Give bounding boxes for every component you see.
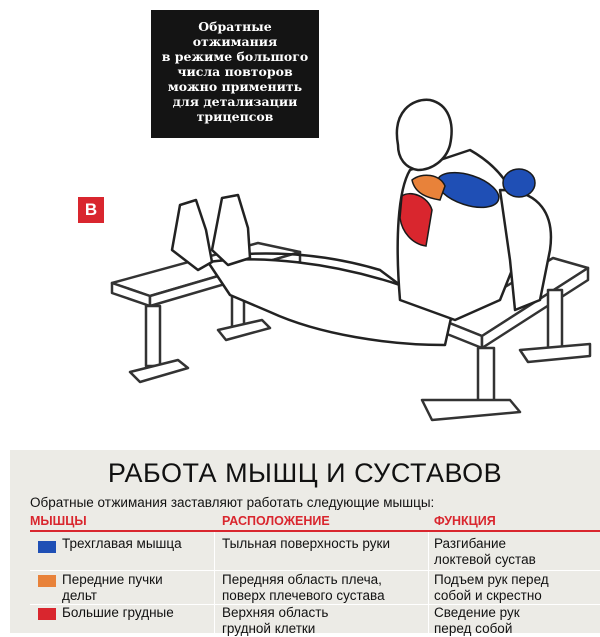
caption-line: можно применить — [167, 79, 303, 94]
caption-line: отжимания — [192, 34, 278, 49]
header-divider — [30, 530, 600, 532]
caption-line: для детализации — [172, 94, 298, 109]
column-header-muscles: МЫШЦЫ — [30, 514, 87, 528]
table-cell-function: Сведение рук перед собой — [434, 605, 520, 636]
table-cell-muscle: Большие грудные — [62, 605, 174, 620]
table-cell-muscle: Трехглавая мышца — [62, 536, 182, 551]
deltoid-color-swatch — [38, 575, 56, 587]
table-cell-muscle: Передние пучки дельт — [62, 572, 163, 603]
table-cell-location: Тыльная поверхность руки — [222, 536, 390, 551]
variant-badge: B — [78, 197, 104, 223]
column-header-location: РАСПОЛОЖЕНИЕ — [222, 514, 330, 528]
table-cell-location: Передняя область плеча, поверх плечевого сустава — [222, 572, 385, 603]
pectoral-color-swatch — [38, 608, 56, 620]
panel-subtitle: Обратные отжимания заставляют работать следующие мышцы: — [30, 495, 435, 510]
caption-line: числа повторов — [177, 64, 293, 79]
triceps-muscle-rear — [503, 169, 535, 197]
caption-line: трицепсов — [196, 109, 274, 124]
caption-line: Обратные — [198, 19, 272, 34]
exercise-illustration — [100, 90, 600, 450]
column-divider — [214, 532, 215, 633]
row-divider — [30, 570, 600, 571]
table-cell-location: Верхняя область грудной клетки — [222, 605, 329, 636]
caption-line: в режиме большого — [161, 49, 309, 64]
panel-title: РАБОТА МЫШЦ И СУСТАВОВ — [107, 458, 503, 488]
triceps-color-swatch — [38, 541, 56, 553]
column-header-function: ФУНКЦИЯ — [434, 514, 496, 528]
column-divider — [428, 532, 429, 633]
table-cell-function: Подъем рук перед собой и скрестно — [434, 572, 549, 603]
table-cell-function: Разгибание локтевой сустав — [434, 536, 536, 567]
muscle-work-panel — [10, 450, 600, 636]
